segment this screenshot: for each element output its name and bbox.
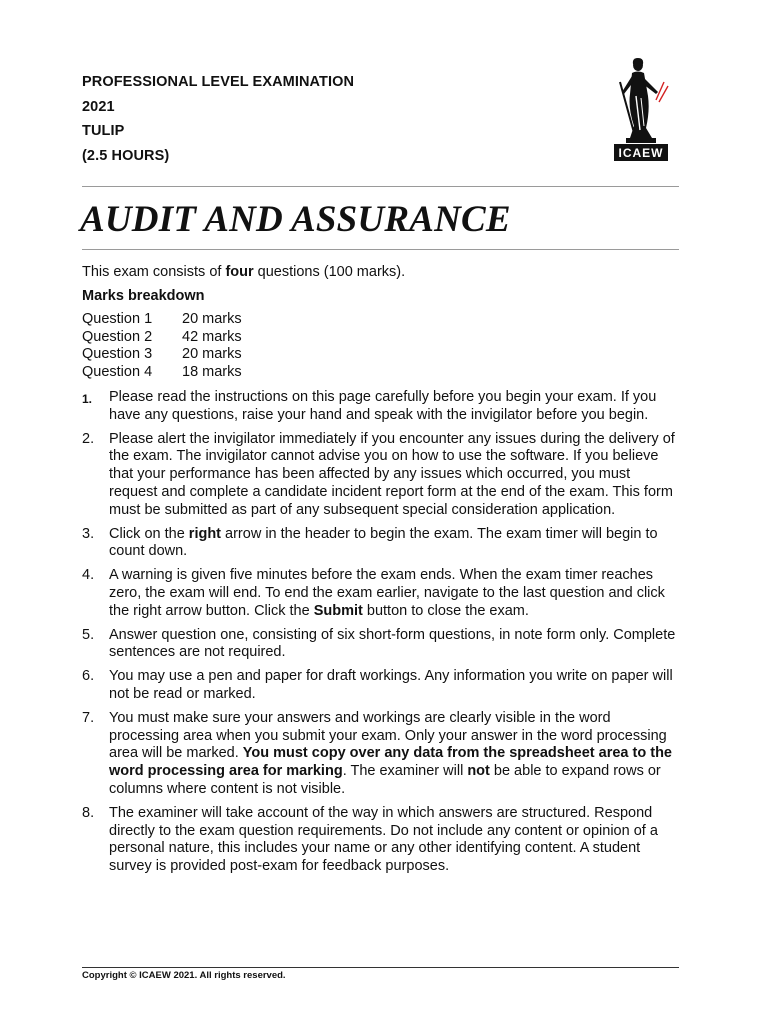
instruction-text xyxy=(109,526,682,562)
instruction-number: 8. xyxy=(82,804,95,821)
instruction-text xyxy=(109,805,682,876)
marks-value: 42 marks xyxy=(182,328,242,345)
marks-value: 18 marks xyxy=(182,363,242,380)
instruction-number: 2. xyxy=(82,430,95,447)
marks-question: Question 1 xyxy=(82,311,153,327)
instruction-item xyxy=(82,627,682,663)
instruction-segment: Please alert the invigilator immediately if you encounter any issues during the delivery of the exam. The invigilator cannot advise you on how to use the software. If you believe that your performance has been affected by any issues which occurred, you must request and complete a candidate incident report form at the end of the exam. This form must be submitted as part of any subsequent special consideration application. xyxy=(109,430,675,518)
exam-duration: (2.5 HOURS) xyxy=(82,147,170,164)
instruction-text xyxy=(109,431,682,520)
instruction-segment: button to close the exam. xyxy=(362,602,529,619)
instruction-segment: . The examiner will xyxy=(342,763,468,780)
exam-level: PROFESSIONAL LEVEL EXAMINATION xyxy=(82,74,355,90)
marks-row xyxy=(82,364,242,382)
instruction-item xyxy=(82,668,682,704)
instruction-item xyxy=(82,710,682,799)
instruction-emphasis: right xyxy=(188,525,222,542)
marks-value: 20 marks xyxy=(182,311,242,327)
icaew-statue-logo-icon xyxy=(598,56,684,164)
instruction-text xyxy=(109,567,682,620)
divider-title xyxy=(82,249,679,250)
instruction-segment: arrow in the header to begin the exam. The exam timer will begin to count down. xyxy=(109,525,658,560)
instruction-number: 1. xyxy=(82,392,93,406)
exam-session-name: TULIP xyxy=(82,123,125,139)
marks-row xyxy=(82,329,242,347)
instruction-segment: Answer question one, consisting of six short-form questions, in note form only. Complete sentences are not required. xyxy=(109,626,676,661)
instruction-number: 6. xyxy=(82,668,95,685)
marks-question: Question 4 xyxy=(82,363,153,380)
icaew-logo-text: ICAEW xyxy=(618,146,664,160)
instruction-number: 7. xyxy=(82,709,95,726)
instruction-segment: A warning is given five minutes before the exam ends. When the exam timer reaches zero, the exam will end. To end the exam earlier, navigate to the last question and click the right arrow button. Click the xyxy=(109,567,665,619)
instruction-text xyxy=(109,710,682,799)
instruction-segment: be able to expand rows or columns where content is not visible. xyxy=(109,763,661,797)
marks-breakdown-heading: Marks breakdown xyxy=(82,288,205,304)
instruction-number: 5. xyxy=(82,626,95,643)
marks-breakdown-list xyxy=(82,311,242,381)
exam-intro xyxy=(82,263,405,281)
instruction-segment: You must make sure your answers and workings are clearly visible in the word processing area when you submit your exam. Only your answer in the word processing area will be marked. xyxy=(109,709,667,762)
exam-header xyxy=(82,70,354,168)
instruction-text xyxy=(109,627,682,663)
instructions-list xyxy=(82,389,682,882)
instruction-segment: You may use a pen and paper for draft workings. Any information you write on paper will not be read or marked. xyxy=(109,668,673,702)
instruction-segment: Please read the instructions on this page carefully before you begin your exam. If you have any questions, raise your hand and speak with the invigilator before you begin. xyxy=(109,389,657,423)
instruction-emphasis: You must copy over any data from the spreadsheet area to the word processing area for marking xyxy=(109,745,672,780)
intro-text-bold: four xyxy=(225,264,254,280)
instruction-text xyxy=(109,668,682,704)
instruction-number: 4. xyxy=(82,567,95,584)
instruction-emphasis: Submit xyxy=(313,602,363,619)
instruction-emphasis: not xyxy=(467,763,490,780)
instruction-item xyxy=(82,567,682,620)
instruction-item xyxy=(82,389,682,425)
instruction-segment: The examiner will take account of the way in which answers are structured. Respond directly to the exam question requirements. Do not include any content or opinion of a personal nature, this includes your name or any other identifying content. A student survey is provided post-exam for feedback purposes. xyxy=(109,804,658,875)
page-title: AUDIT AND ASSURANCE xyxy=(80,199,511,240)
intro-text-before: This exam consists of xyxy=(82,264,226,280)
intro-text-after: questions (100 marks). xyxy=(253,264,406,280)
marks-question: Question 3 xyxy=(82,346,153,363)
exam-year: 2021 xyxy=(82,98,115,115)
marks-row xyxy=(82,311,242,329)
marks-row xyxy=(82,346,242,364)
marks-question: Question 2 xyxy=(82,328,153,345)
instruction-text xyxy=(109,389,682,425)
icaew-logo xyxy=(598,56,684,164)
instruction-segment: Click on the xyxy=(109,525,189,542)
instruction-item xyxy=(82,431,682,520)
marks-value: 20 marks xyxy=(182,346,242,363)
copyright-footer: Copyright © ICAEW 2021. All rights reserved. xyxy=(82,970,286,981)
instruction-item xyxy=(82,805,682,876)
instruction-number: 3. xyxy=(82,525,95,542)
footer-divider xyxy=(82,967,679,968)
divider-top xyxy=(82,186,679,187)
instruction-item xyxy=(82,526,682,562)
